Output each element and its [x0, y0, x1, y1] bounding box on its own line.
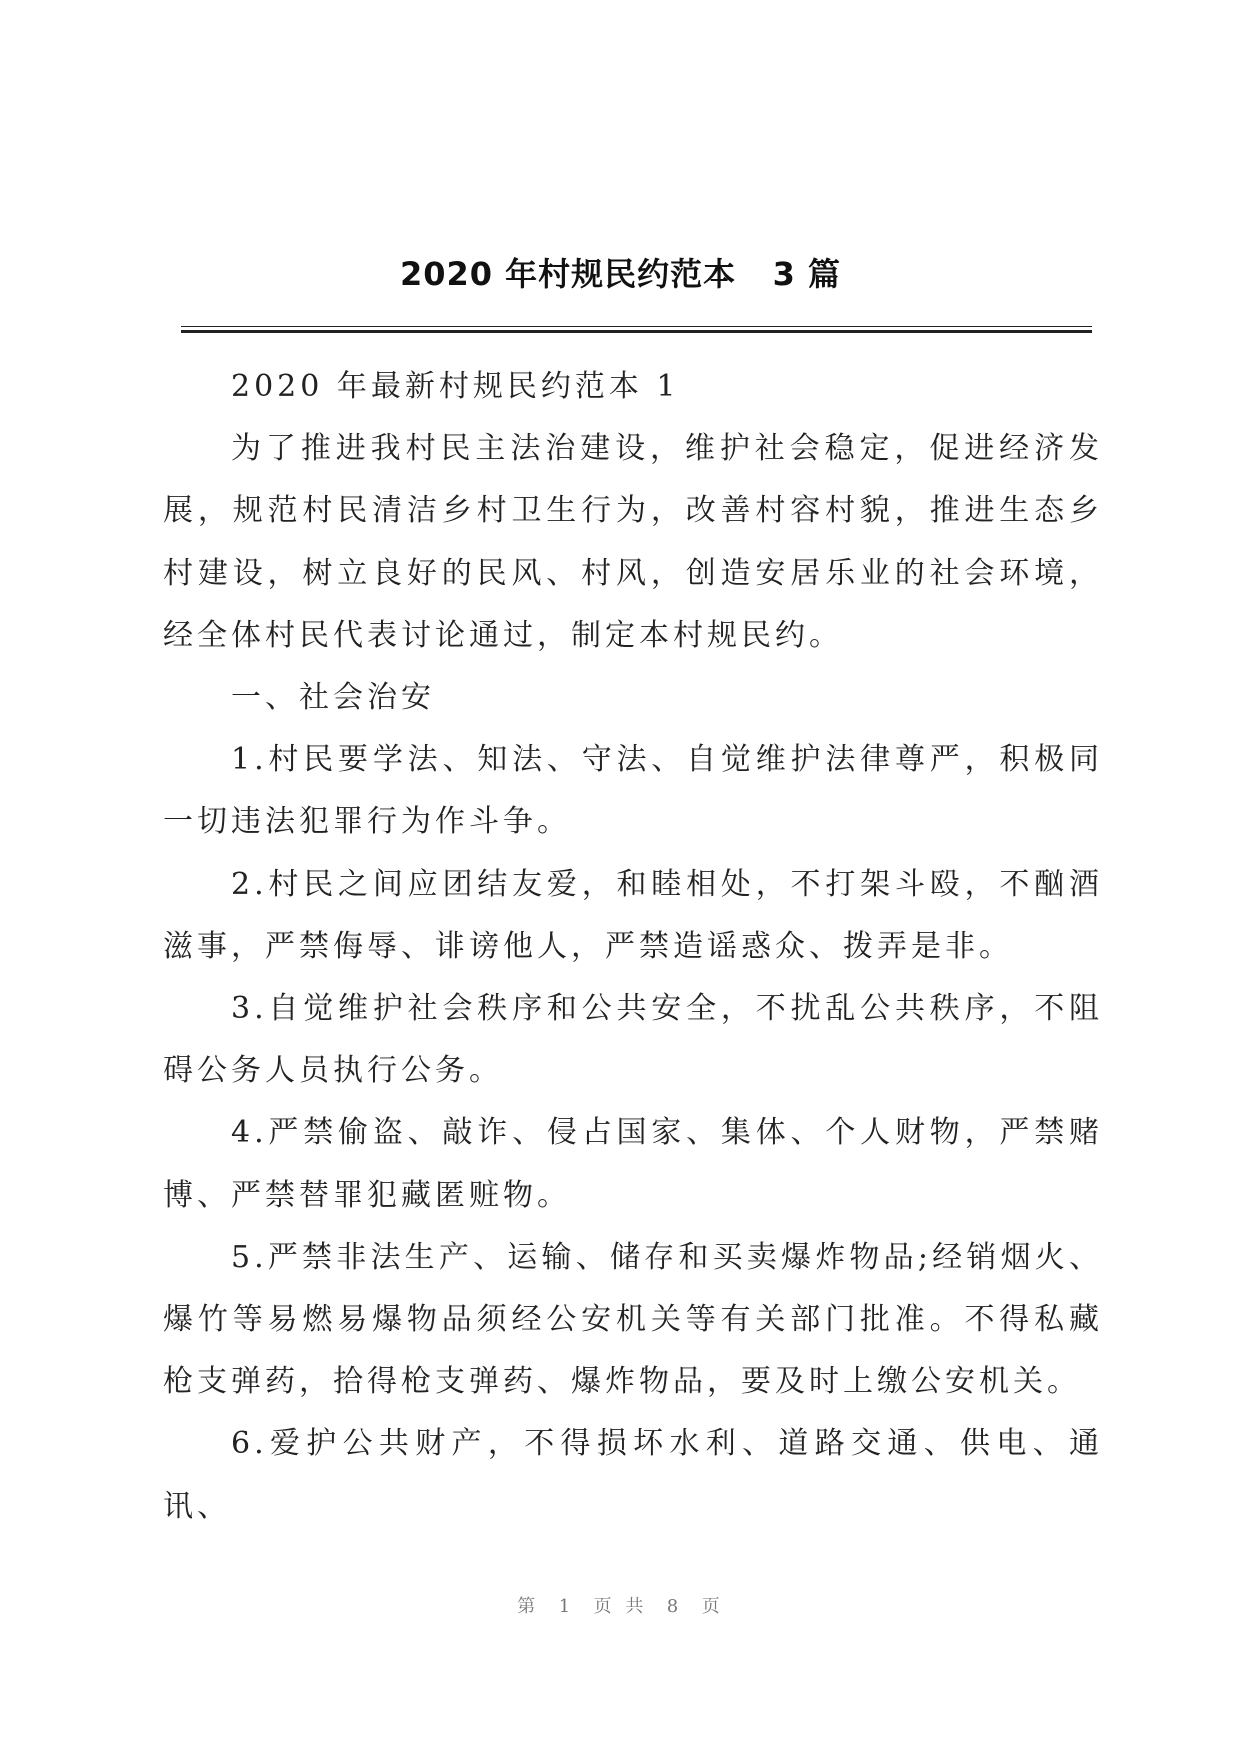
- clause-paragraph: 6.爱护公共财产，不得损坏水利、道路交通、供电、通讯、: [163, 1426, 1103, 1524]
- title-double-rule: [181, 326, 1092, 333]
- clause-paragraph: 3.自觉维护社会秩序和公共安全，不扰乱公共秩序，不阻碍公务人员执行公务。: [163, 991, 1103, 1089]
- section-heading: 2020 年最新村规民约范本 1: [231, 369, 680, 404]
- clause-paragraph: 4.严禁偷盗、敲诈、侵占国家、集体、个人财物，严禁赌博、严禁替罪犯藏匿赃物。: [163, 1115, 1103, 1213]
- page-number-footer: 第 1 页 共 8 页: [517, 1596, 724, 1617]
- document-title: 2020 年村规民约范本 3 篇: [399, 255, 842, 293]
- clause-paragraph: 2.村民之间应团结友爱，和睦相处，不打架斗殴，不酗酒滋事，严禁侮辱、诽谤他人，严禁造谣惑众、拨弄是非。: [163, 866, 1103, 964]
- intro-paragraph: 为了推进我村民主法治建设，维护社会稳定，促进经济发展，规范村民清洁乡村卫生行为，改善村容村貌，推进生态乡村建设，树立良好的民风、村风，创造安居乐业的社会环境，经全体村民代表讨论通过，制定本村规民约。: [163, 431, 1103, 653]
- chapter-heading: 一、社会治安: [231, 680, 435, 716]
- clause-paragraph: 1.村民要学法、知法、守法、自觉维护法律尊严，积极同一切违法犯罪行为作斗争。: [163, 742, 1103, 840]
- document-body: [163, 356, 1103, 1538]
- clause-paragraph: 5.严禁非法生产、运输、储存和买卖爆炸物品;经销烟火、爆竹等易燃易爆物品须经公安机关等有关部门批准。不得私藏枪支弹药，拾得枪支弹药、爆炸物品，要及时上缴公安机关。: [163, 1239, 1103, 1400]
